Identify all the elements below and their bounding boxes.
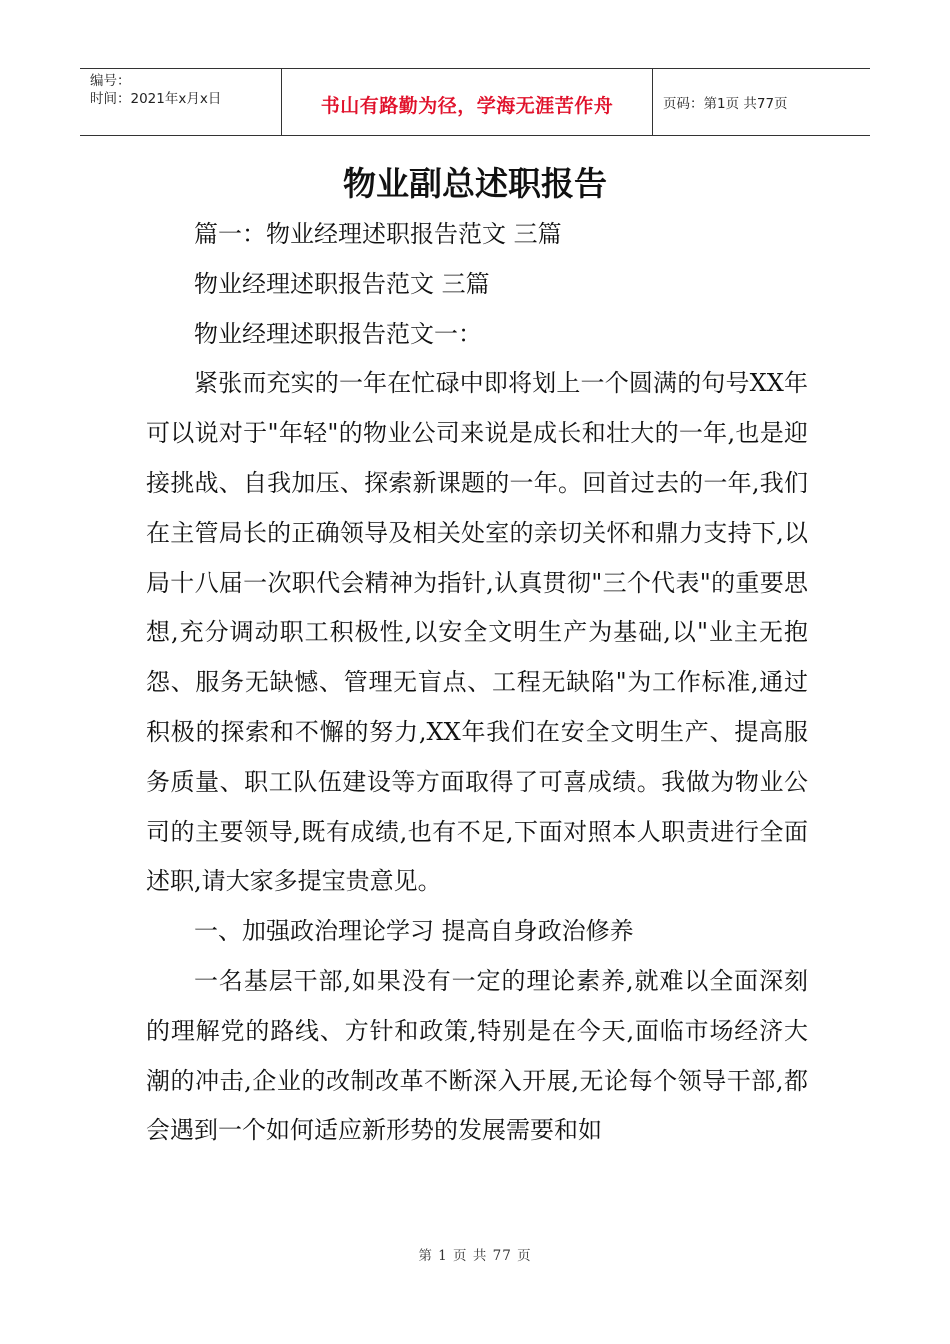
header-motto-cell: [282, 69, 653, 135]
section-heading-1: 一、加强政治理论学习 提高自身政治修养: [194, 917, 634, 946]
paragraph-heading-3: 物业经理述职报告范文一：: [194, 319, 482, 348]
page-footer: 第 1 页 共 77 页: [418, 1248, 532, 1264]
header-page-cell: [653, 69, 870, 135]
paragraph-body-1: 紧张而充实的一年在忙碌中即将划上一个圆满的句号XX年可以说对于"年轻"的物业公司来说是成长和壮大的一年,也是迎接挑战、自我加压、探索新课题的一年。回首过去的一年,我们在主管局长的正确领导及相关处室的亲切关怀和鼎力支持下,以局十八届一次职代会精神为指针,认真贯彻"三个代表"的重要思想,充分调动职工积极性,以安全文明生产为基础,以"业主无抱怨、服务无缺憾、管理无盲点、工程无缺陷"为工作标准,通过积极的探索和不懈的努力,XX年我们在安全文明生产、提高服务质量、职工队伍建设等方面取得了可喜成绩。我做为物业公司的主要领导,既有成绩,也有不足,下面对照本人职责进行全面述职,请大家多提宝贵意见。: [146, 369, 808, 896]
paragraph-body-2: 一名基层干部,如果没有一定的理论素养,就难以全面深刻的理解党的路线、方针和政策,特别是在今天,面临市场经济大潮的冲击,企业的改制改革不断深入开展,无论每个领导干部,都会遇到一个如何适应新形势的发展需要和如: [146, 966, 808, 1145]
header-meta-cell: [80, 69, 282, 135]
header-motto: 书山有路勤为径，学海无涯苦作舟: [320, 94, 614, 117]
header-page-code: 页码：第1页 共77页: [663, 96, 788, 112]
document-number-label: 编号：: [90, 73, 131, 89]
paragraph-heading-1: 篇一：物业经理述职报告范文 三篇: [194, 220, 562, 248]
document-time-label: 时间：2021年x月x日: [90, 91, 222, 107]
paragraph-heading-2: 物业经理述职报告范文 三篇: [194, 269, 490, 298]
document-header-table: [80, 68, 870, 136]
document-title: 物业副总述职报告: [343, 164, 607, 203]
document-body: [146, 210, 808, 1156]
